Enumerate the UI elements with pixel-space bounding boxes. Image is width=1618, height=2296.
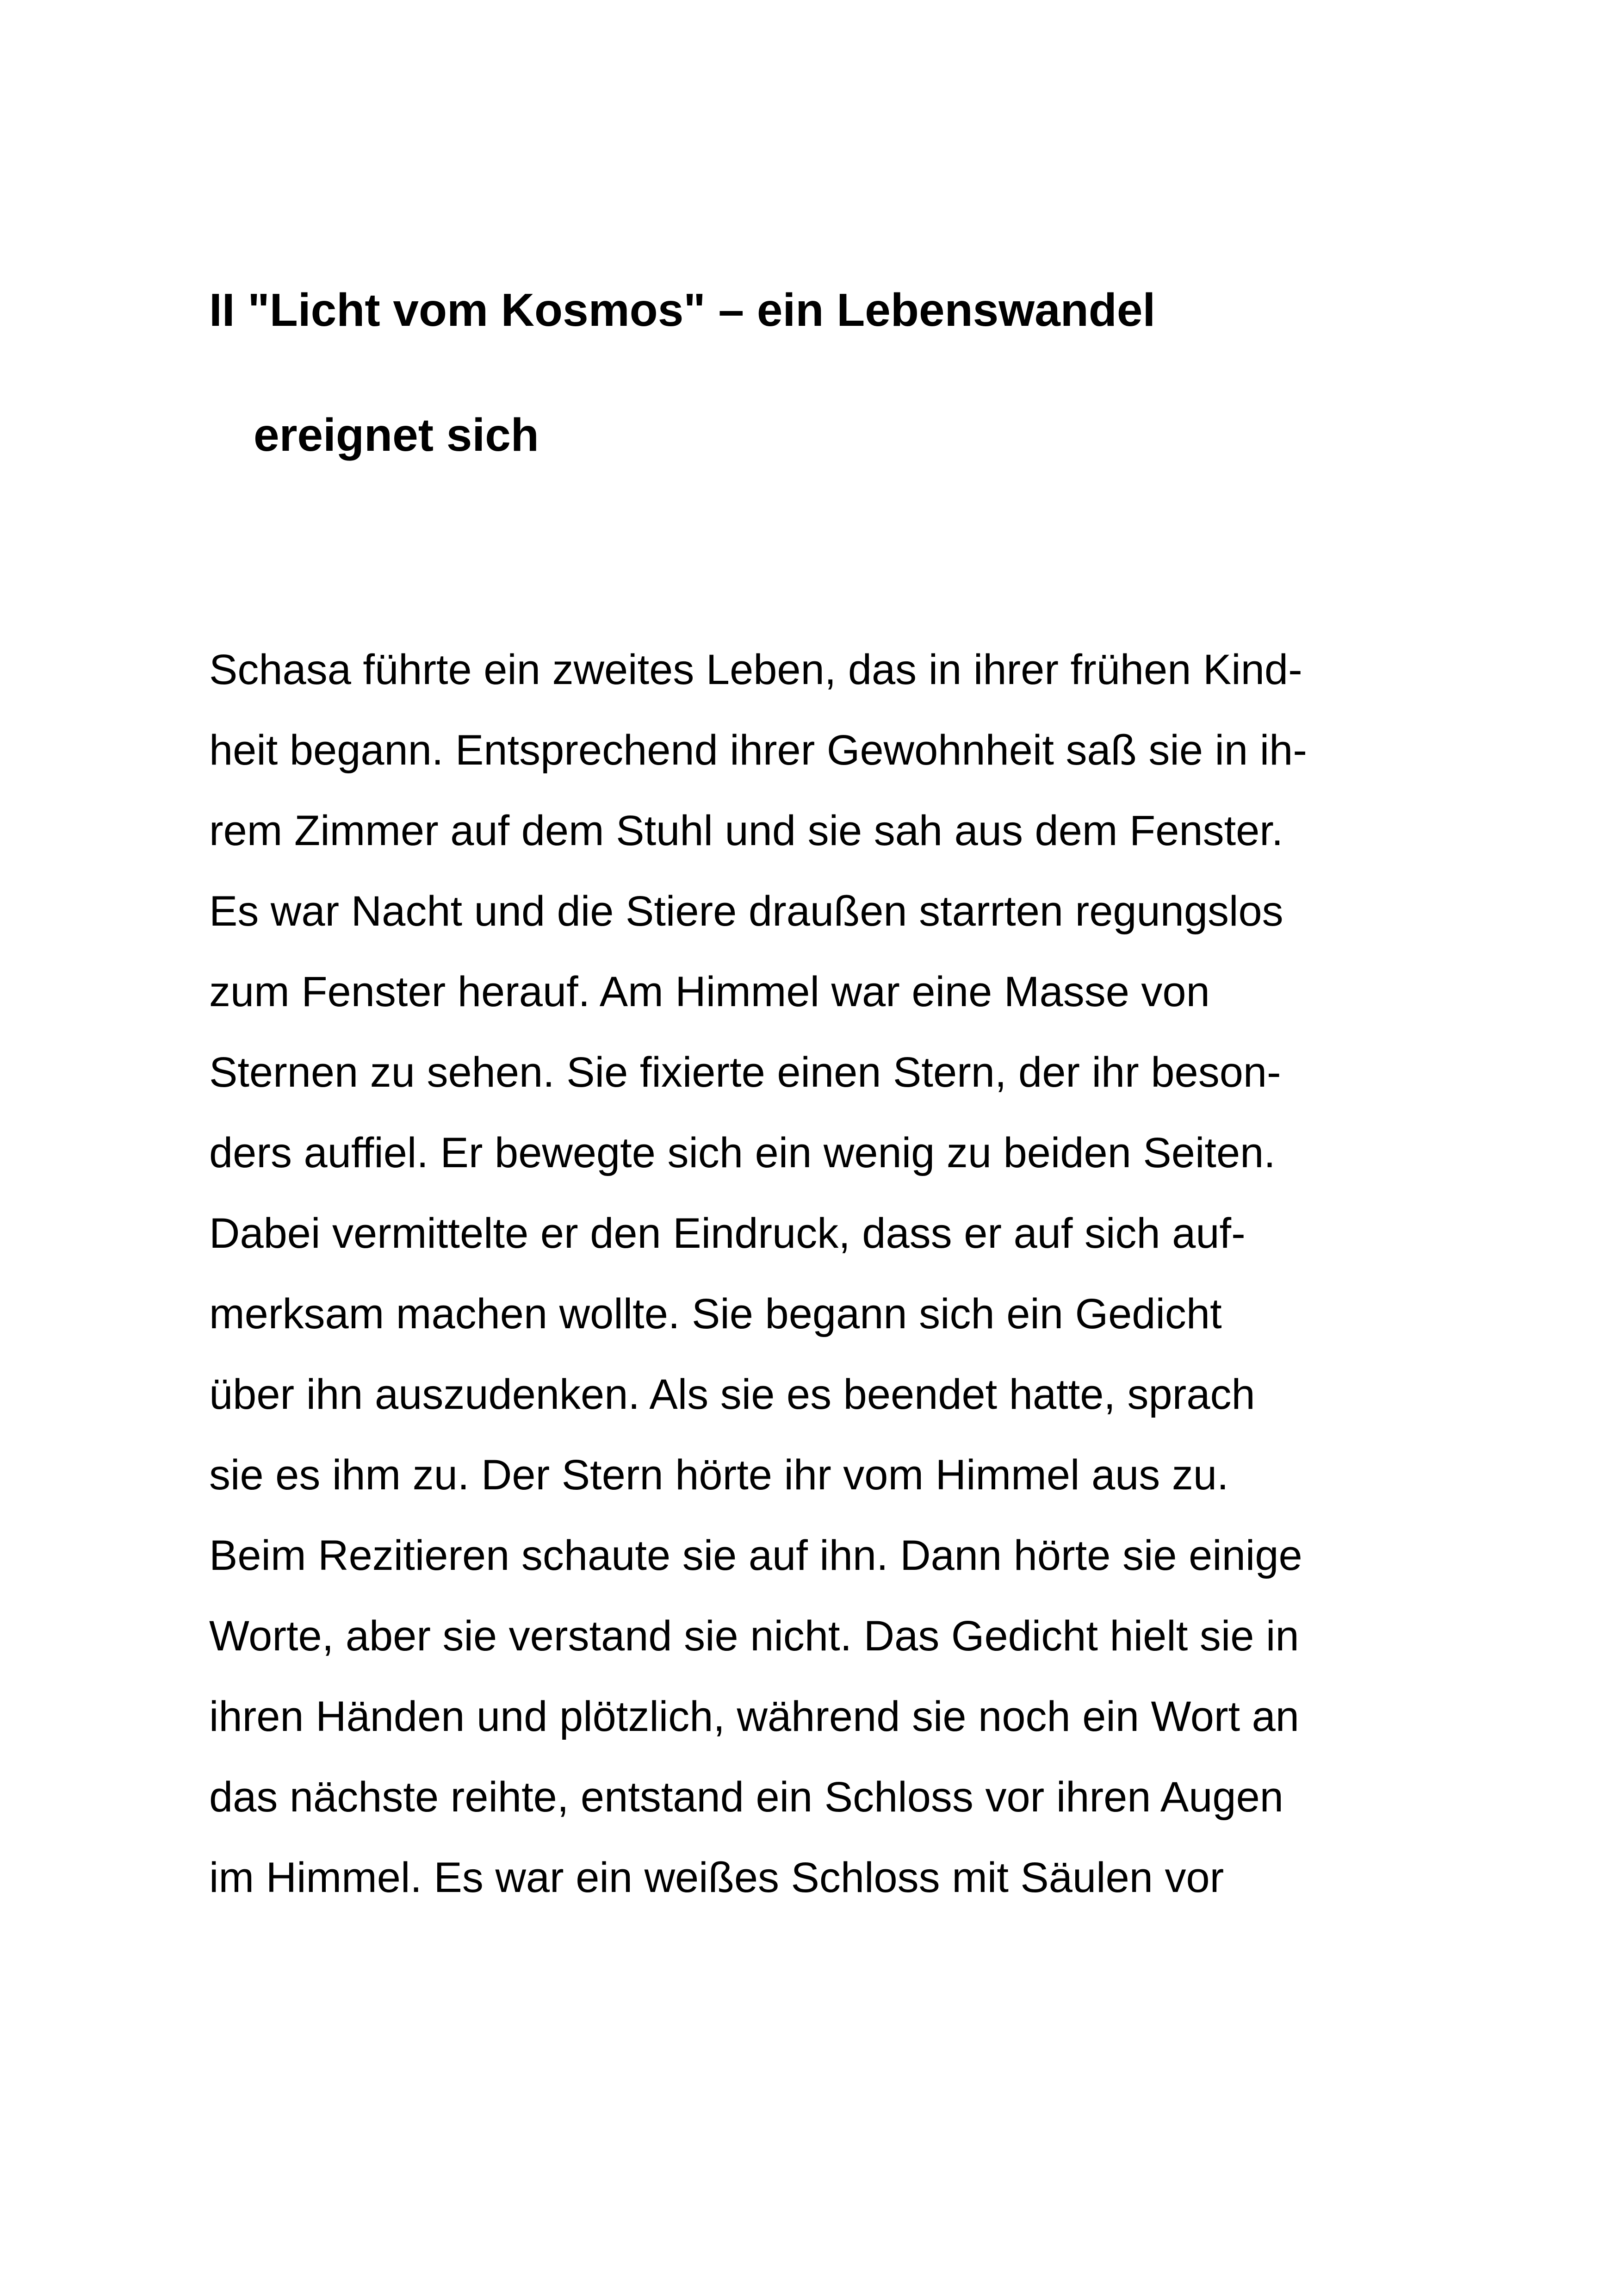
body-line: ihren Händen und plötzlich, während sie noch ein Wort an — [209, 1693, 1299, 1740]
body-line: Worte, aber sie verstand sie nicht. Das Gedicht hielt sie in — [209, 1612, 1299, 1660]
body-line: heit begann. Entsprechend ihrer Gewohnheit saß sie in ih- — [209, 727, 1307, 774]
body-line: merksam machen wollte. Sie begann sich ein Gedicht — [209, 1290, 1222, 1338]
body-line: über ihn auszudenken. Als sie es beendet hatte, sprach — [209, 1371, 1255, 1418]
body-line: zum Fenster herauf. Am Himmel war eine Masse von — [209, 968, 1210, 1015]
body-line: sie es ihm zu. Der Stern hörte ihr vom Himmel aus zu. — [209, 1451, 1229, 1499]
body-line: ders auffiel. Er bewegte sich ein wenig zu beiden Seiten. — [209, 1129, 1276, 1176]
body-line: im Himmel. Es war ein weißes Schloss mit Säulen vor — [209, 1854, 1224, 1901]
body-line: Sternen zu sehen. Sie fixierte einen Stern, der ihr beson- — [209, 1049, 1281, 1096]
body-line: Schasa führte ein zweites Leben, das in ihrer frühen Kind- — [209, 646, 1302, 693]
body-line: rem Zimmer auf dem Stuhl und sie sah aus dem Fenster. — [209, 807, 1283, 854]
body-line: Es war Nacht und die Stiere draußen starrten regungslos — [209, 888, 1283, 935]
chapter-title-line-2: ereignet sich — [254, 409, 539, 461]
body-line: das nächste reihte, entstand ein Schloss vor ihren Augen — [209, 1773, 1283, 1821]
body-line: Dabei vermittelte er den Eindruck, dass er auf sich auf- — [209, 1210, 1246, 1257]
chapter-title-line-1: II "Licht vom Kosmos" – ein Lebenswandel — [209, 284, 1156, 336]
body-paragraph — [209, 629, 1458, 1918]
body-line: Beim Rezitieren schaute sie auf ihn. Dann hörte sie einige — [209, 1532, 1302, 1579]
